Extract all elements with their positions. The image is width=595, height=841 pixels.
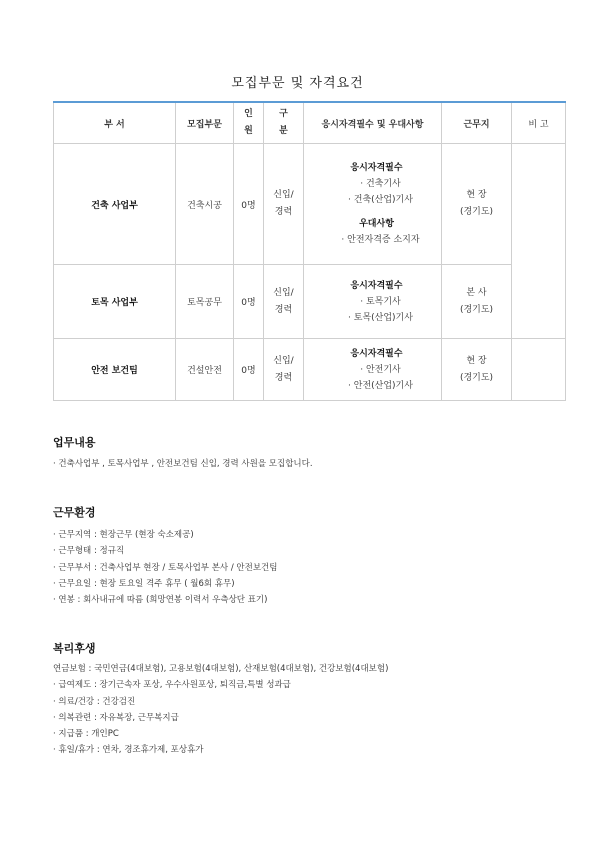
dept-cell: 토목 사업부 [54,265,176,339]
table-row [54,144,566,265]
header-type: 구 분 [264,102,304,144]
header-field: 모집부문 [176,102,234,144]
field-cell: 토목공무 [176,265,234,339]
qual-item: · 토목기사 [360,296,401,307]
list-item: · 급여제도 : 장기근속자 포상, 우수사원포상, 퇴직금,특별 성과급 [53,680,291,691]
quals-cell [304,144,442,265]
requirements-table [53,101,566,401]
count-cell: 0명 [234,265,264,339]
qual-item: · 안전자격증 소지자 [341,235,420,245]
type-cell: 신입/ 경력 [264,339,304,401]
list-item: · 지급품 : 개인PC [53,729,119,740]
location-cell: 본 사 (경기도) [442,265,512,339]
qual-item: · 토목(산업)기사 [348,312,413,323]
list-item: · 의복관련 : 자유복장, 근무복지급 [53,712,179,723]
qual-heading: 우대사항 [359,219,394,229]
qual-item: · 건축기사 [360,179,401,189]
dept-cell: 건축 사업부 [54,144,176,265]
list-item: · 근무지역 : 현장근무 (현장 숙소제공) [53,530,194,540]
qual-spacer [312,208,441,216]
section-lines-duty [53,456,313,472]
header-quals: 응시자격필수 및 우대사항 [304,102,442,144]
table-row [54,339,566,401]
qual-heading: 응시자격필수 [350,280,403,291]
section-title-duty: 업무내용 [53,436,96,449]
page-title: 모집부문 및 자격요건 [231,76,364,91]
list-item: · 휴일/휴가 : 연차, 경조휴가제, 포상휴가 [53,745,204,756]
field-cell: 건축시공 [176,144,234,265]
list-item: · 근무부서 : 건축사업부 현장 / 토목사업부 본사 / 안전보건팀 [53,562,278,573]
header-dept: 부 서 [54,102,176,144]
type-cell: 신입/ 경력 [264,144,304,265]
section-lines-env [53,527,277,608]
qual-heading: 응시자격필수 [350,163,403,173]
header-location: 근무지 [442,102,512,144]
table-header-row [54,102,566,144]
header-note: 비 고 [512,102,566,144]
list-item: · 연봉 : 회사내규에 따름 (희망연봉 이력서 우측상단 표기) [53,595,268,606]
field-cell: 건설안전 [176,339,234,401]
section-title-env: 근무환경 [53,506,96,519]
count-cell: 0명 [234,339,264,401]
note-cell [512,144,566,339]
table-row [54,265,566,339]
location-cell: 현 장 (경기도) [442,339,512,401]
list-item: · 의료/건강 : 건강검진 [53,696,136,707]
quals-cell [304,265,442,339]
qual-heading: 응시자격필수 [350,348,403,359]
location-cell: 현 장 (경기도) [442,144,512,265]
list-item: · 근무요일 : 현장 토요일 격주 휴무 ( 월6회 휴무) [53,578,235,589]
qual-item: · 건축(산업)기사 [348,195,413,205]
dept-cell: 안전 보건팀 [54,339,176,401]
qual-item: · 안전기사 [360,364,401,375]
quals-cell [304,339,442,401]
count-cell: 0명 [234,144,264,265]
qual-item: · 안전(산업)기사 [348,380,413,391]
list-item: · 건축사업부 , 토목사업부 , 안전보건팀 신입, 경력 사원을 모집합니다. [53,459,313,469]
header-count: 인 원 [234,102,264,144]
type-cell: 신입/ 경력 [264,265,304,339]
list-item: 연금보험 : 국민연금(4대보험), 고용보험(4대보험), 산재보험(4대보험), 건강보험(4대보험) [53,664,389,674]
section-lines-welfare [53,661,388,759]
list-item: · 근무형태 : 정규직 [53,546,125,557]
section-title-welfare: 복리후생 [53,642,96,655]
note-cell [512,339,566,401]
